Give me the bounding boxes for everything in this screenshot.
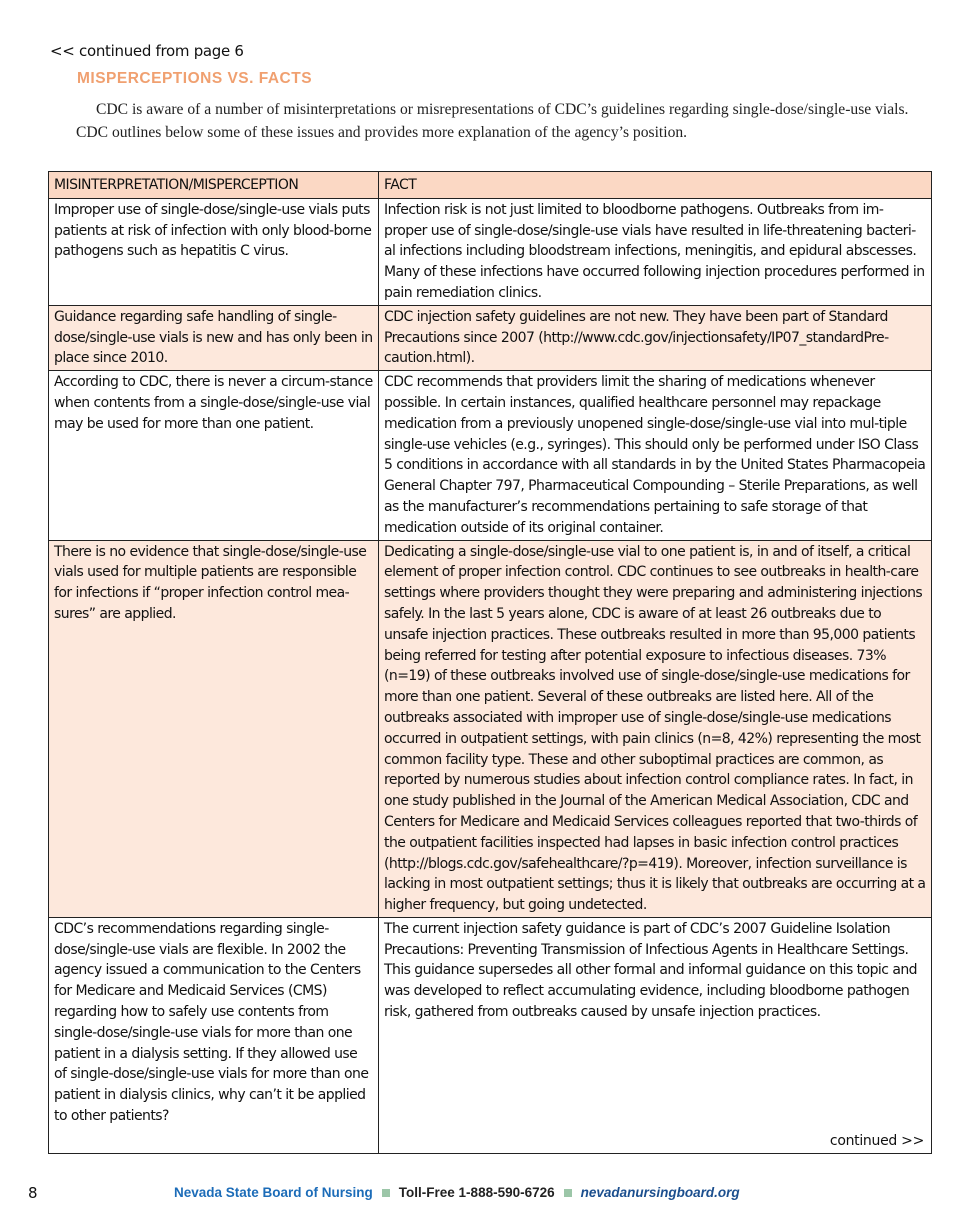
fact-cell: Infection risk is not just limited to bloodborne pathogens. Outbreaks from im-proper use of single-dose/single-use vials have resulted in life-threatening bacteri-al infections including bloodstream infections, meningitis, and epidural abscesses. Many of these infections have occurred following injection procedures performed in pain remediation clinics. <box>379 198 932 305</box>
table-row <box>49 917 932 1153</box>
misperception-cell: According to CDC, there is never a circum-stance when contents from a single-dose/single-use vial may be used for more than one patient. <box>49 371 379 540</box>
footer-phone: Toll-Free 1-888-590-6726 <box>398 1185 555 1200</box>
table-header-row <box>49 172 932 199</box>
continued-next-label: continued >> <box>829 1133 924 1150</box>
fact-cell: CDC recommends that providers limit the sharing of medications whenever possible. In certain instances, qualified healthcare personnel may repackage medication from a previously unopened single-dose/single-use vial into mul-tiple single-use vehicles (e.g., syringes). This should only be performed under ISO Class 5 conditions in accordance with all standards in by the United States Pharmacopeia General Chapter 797, Pharmaceutical Compounding – Sterile Preparations, as well as the manufacturer’s recommendations pertaining to safe storage of that medication outside of its original container. <box>379 371 932 540</box>
table-row <box>49 198 932 305</box>
page-number: 8 <box>28 1184 38 1202</box>
fact-cell: CDC injection safety guidelines are not new. They have been part of Standard Precautions since 2007 (http://www.cdc.gov/injectionsafety/IP07_standardPre-caution.html). <box>379 305 932 370</box>
misperception-cell: Guidance regarding safe handling of single-dose/single-use vials is new and has only been in place since 2010. <box>49 305 379 370</box>
fact-cell: The current injection safety guidance is part of CDC’s 2007 Guideline Isolation Precautions: Preventing Transmission of Infectious Agents in Healthcare Settings. This guidance supersedes all other formal and informal guidance on this topic and was developed to reflect accumulating evidence, including bloodborne pathogen risk, gathered from outbreaks caused by unsafe injection practices. <box>384 920 918 1021</box>
square-bullet-icon <box>564 1189 572 1197</box>
fact-cell: Dedicating a single-dose/single-use vial to one patient is, in and of itself, a critical element of proper infection control. CDC continues to see outbreaks in health-care settings where providers thought they were preparing and administering injections safely. In the last 5 years alone, CDC is aware of at least 26 outbreaks due to unsafe injection practices. These outbreaks resulted in more than 95,000 patients being referred for testing after potential exposure to infectious diseases. 73% (n=19) of these outbreaks involved use of single-dose/single-use medications for more than one patient. Several of these outbreaks are listed here. All of the outbreaks associated with improper use of single-dose/single-use medications occurred in outpatient settings, with pain clinics (n=8, 42%) representing the most common facility type. These and other suboptimal practices are common, as reported by numerous studies about infection control compliance rates. In fact, in one study published in the Journal of the American Medical Association, CDC and Centers for Medicare and Medicaid Services colleagues reported that two-thirds of the outpatient facilities inspected had lapses in basic infection control practices (http://blogs.cdc.gov/safehealthcare/?p=419). Moreover, infection surveillance is lacking in most outpatient settings; thus it is likely that outbreaks are occurring at a higher frequency, but going undetected. <box>379 540 932 917</box>
table-row <box>49 371 932 540</box>
section-heading: MISPERCEPTIONS VS. FACTS <box>77 70 313 87</box>
table-row <box>49 305 932 370</box>
misperception-cell: Improper use of single-dose/single-use vials puts patients at risk of infection with only blood-borne pathogens such as hepatitis C virus. <box>49 198 379 305</box>
table-row <box>49 540 932 917</box>
footer-org-name: Nevada State Board of Nursing <box>174 1185 373 1200</box>
misperception-cell: CDC’s recommendations regarding single-dose/single-use vials are flexible. In 2002 the agency issued a communication to the Centers for Medicare and Medicaid Services (CMS) regarding how to safely use contents from single-dose/single-use vials for more than one patient in a dialysis setting. If they allowed use of single-dose/single-use vials for more than one patient in dialysis clinics, why can’t it be applied to other patients? <box>49 917 379 1153</box>
fact-cell-wrapper <box>384 919 926 1152</box>
fact-cell-container <box>379 917 932 1153</box>
intro-paragraph: CDC is aware of a number of misinterpretations or misrepresentations of CDC’s guidelines regarding single-dose/single-use vials. CDC outlines below some of these issues and provides more explanation of the agency’s position. <box>76 101 909 141</box>
header-fact: FACT <box>379 172 932 199</box>
square-bullet-icon <box>382 1189 390 1197</box>
misperceptions-facts-table <box>48 171 932 1154</box>
misperception-cell: There is no evidence that single-dose/single-use vials used for multiple patients are responsible for infections if “proper infection control mea-sures” are applied. <box>49 540 379 917</box>
continued-from-label: << continued from page 6 <box>50 42 244 60</box>
footer-website: nevadanursingboard.org <box>580 1185 740 1200</box>
footer <box>174 1185 794 1200</box>
header-misperception: MISINTERPRETATION/MISPERCEPTION <box>49 172 379 199</box>
